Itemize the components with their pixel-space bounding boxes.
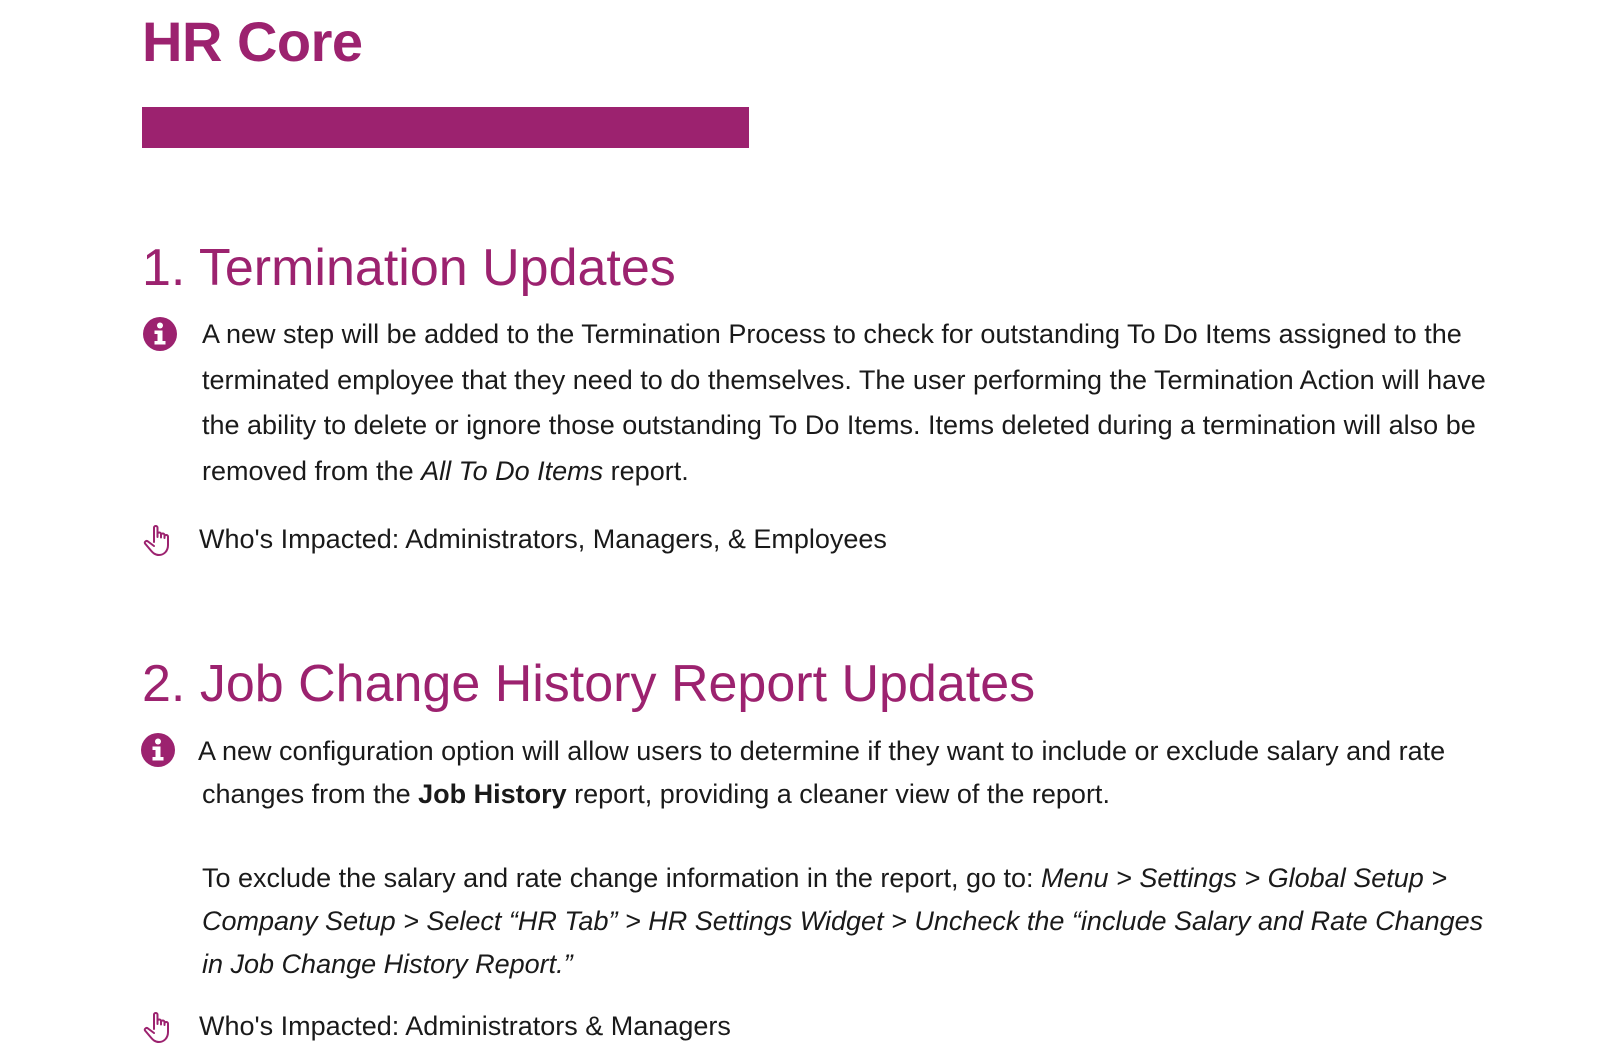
title-underline-bar xyxy=(142,107,749,148)
pointing-hand-icon xyxy=(140,1009,176,1045)
section-2-instruction: To exclude the salary and rate change information in the report, go to: Menu > Settings > Global Setup > Company Setup > Select “HR Tab” > HR Settings Widget > Uncheck the “include Salary and Rate Changes in Job Change History Report.” xyxy=(202,863,1484,979)
section-1-impacted: Who's Impacted: Administrators, Managers, & Employees xyxy=(199,524,887,554)
section-heading-termination-updates: 1. Termination Updates xyxy=(142,239,676,297)
pointing-hand-icon xyxy=(140,522,176,558)
section-heading-job-change-history: 2. Job Change History Report Updates xyxy=(142,655,1036,713)
section-2-impacted: Who's Impacted: Administrators & Managers xyxy=(199,1011,731,1041)
info-icon xyxy=(142,316,178,352)
info-icon xyxy=(140,732,176,768)
page-title: HR Core xyxy=(142,10,363,73)
section-2-description: A new configuration option will allow users to determine if they want to include or exclude salary and rate changes from the Job History report, providing a cleaner view of the report. xyxy=(198,736,1446,809)
section-1-description: A new step will be added to the Termination Process to check for outstanding To Do Items assigned to the terminated employee that they need to do themselves. The user performing the Termination Action will have the ability to delete or ignore those outstanding To Do Items. Items deleted during a termination will also be removed from the All To Do Items report. xyxy=(202,319,1486,486)
